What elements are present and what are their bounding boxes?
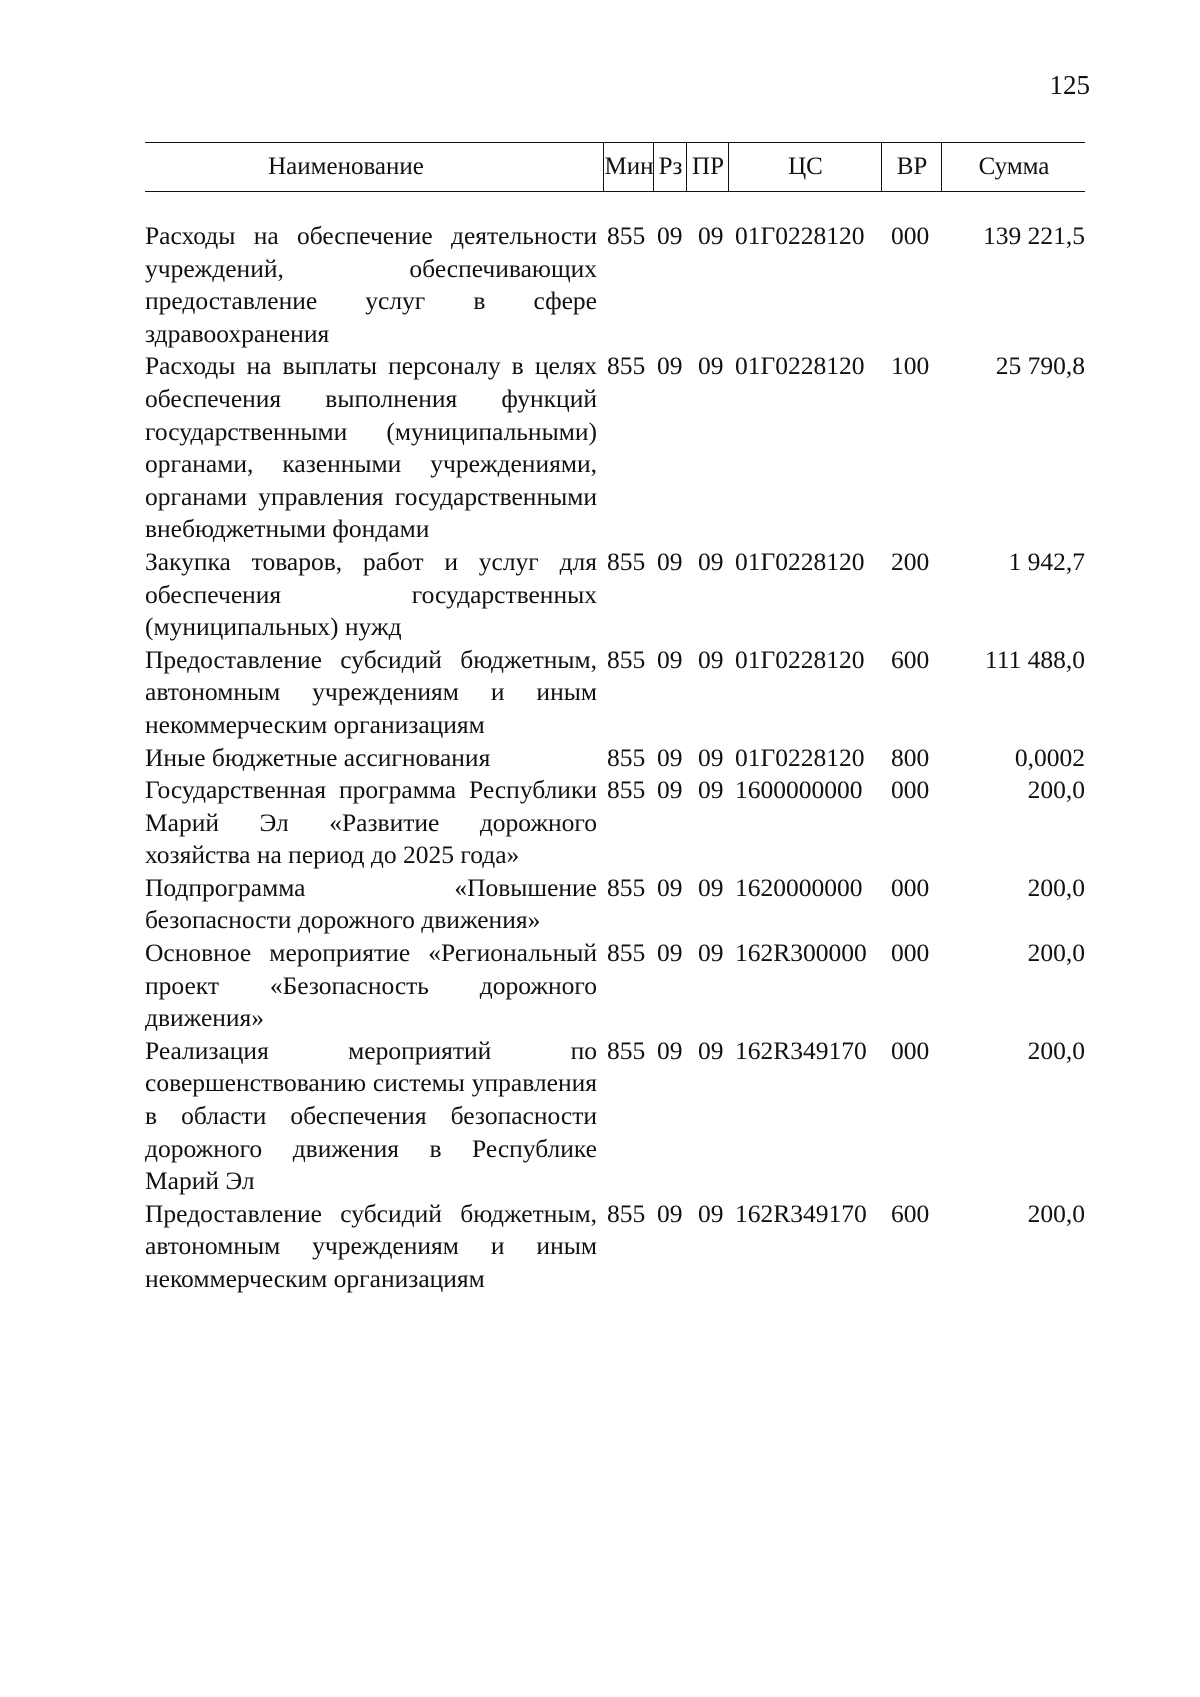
- row-min: 855: [607, 872, 646, 902]
- row-cs: 01Г0228120: [735, 351, 865, 381]
- row-rz: 09: [657, 1198, 683, 1228]
- table-row: [145, 872, 1085, 937]
- row-name: Расходы на обеспечение деятельности учреждений, обеспечивающих предоставление услуг в сфере здравоохранения: [145, 221, 597, 348]
- row-name: Иные бюджетные ассигнования: [145, 742, 491, 772]
- row-vr: 000: [891, 775, 930, 805]
- row-vr: 000: [891, 1035, 930, 1065]
- row-min: 855: [607, 775, 646, 805]
- row-rz: 09: [657, 546, 683, 576]
- row-vr: 800: [891, 742, 930, 772]
- row-pr: 09: [698, 644, 724, 674]
- header-rz: Рз: [653, 143, 687, 191]
- table-row: [145, 546, 1085, 644]
- header-pr: ПР: [686, 143, 729, 191]
- row-name: Государственная программа Республики Марий Эл «Развитие дорожного хозяйства на период до 2025 года»: [145, 775, 597, 870]
- row-cs: 162R349170: [735, 1035, 867, 1065]
- row-name: Реализация мероприятий по совершенствованию системы управления в области обеспечения безопасности дорожного движения в Республике Марий Эл: [145, 1035, 597, 1196]
- row-vr: 600: [891, 644, 930, 674]
- row-rz: 09: [657, 351, 683, 381]
- row-name: Основное мероприятие «Региональный проект «Безопасность дорожного движения»: [145, 938, 597, 1033]
- header-cs: ЦС: [728, 143, 882, 191]
- table-row: [145, 220, 1085, 350]
- row-cs: 1620000000: [735, 872, 863, 902]
- row-sum: 0,0002: [1014, 742, 1085, 772]
- row-sum: 111 488,0: [984, 644, 1085, 674]
- row-min: 855: [607, 546, 646, 576]
- row-name: Закупка товаров, работ и услуг для обеспечения государственных (муниципальных) нужд: [145, 546, 597, 642]
- row-cs: 01Г0228120: [735, 644, 865, 674]
- row-rz: 09: [657, 742, 683, 772]
- row-min: 855: [607, 742, 646, 772]
- row-name: Расходы на выплаты персоналу в целях обеспечения выполнения функций государственными (муниципальными) органами, казенными учреждениями, органами управления государственными внебюджетными фондами: [145, 351, 597, 544]
- row-pr: 09: [698, 351, 724, 381]
- table-row: [145, 1198, 1085, 1296]
- row-vr: 000: [891, 221, 930, 250]
- page-number: 125: [1049, 70, 1090, 100]
- table-row: [145, 1035, 1085, 1198]
- table-row: [145, 350, 1085, 546]
- row-pr: 09: [698, 775, 724, 805]
- row-sum: 200,0: [1027, 1035, 1085, 1065]
- row-pr: 09: [698, 872, 724, 902]
- row-pr: 09: [698, 938, 724, 968]
- table-row: [145, 644, 1085, 742]
- table-row: [145, 774, 1085, 872]
- row-pr: 09: [698, 742, 724, 772]
- row-min: 855: [607, 351, 646, 381]
- row-rz: 09: [657, 221, 683, 250]
- table-row: [145, 742, 1085, 775]
- row-cs: 01Г0228120: [735, 546, 865, 576]
- row-sum: 200,0: [1027, 1198, 1085, 1228]
- row-rz: 09: [657, 938, 683, 968]
- row-sum: 200,0: [1027, 938, 1085, 968]
- table-header: [145, 142, 1085, 192]
- header-name: Наименование: [268, 153, 424, 180]
- row-rz: 09: [657, 644, 683, 674]
- row-cs: 01Г0228120: [735, 221, 865, 250]
- row-name: Предоставление субсидий бюджетным, автономным учреждениям и иным некоммерческим организациям: [145, 1198, 597, 1293]
- table-row: [145, 937, 1085, 1035]
- budget-table: [145, 142, 1085, 1296]
- row-cs: 01Г0228120: [735, 742, 865, 772]
- row-pr: 09: [698, 1198, 724, 1228]
- row-sum: 25 790,8: [995, 351, 1085, 381]
- row-pr: 09: [698, 221, 724, 250]
- table-body: [145, 192, 1085, 1296]
- row-vr: 200: [891, 546, 930, 576]
- header-sum: Сумма: [941, 143, 1086, 191]
- row-min: 855: [607, 1035, 646, 1065]
- row-vr: 100: [891, 351, 930, 381]
- row-sum: 139 221,5: [983, 221, 1085, 250]
- row-pr: 09: [698, 1035, 724, 1065]
- row-vr: 000: [891, 872, 930, 902]
- row-name: Подпрограмма «Повышение безопасности дорожного движения»: [145, 872, 597, 935]
- row-min: 855: [607, 1198, 646, 1228]
- row-name: Предоставление субсидий бюджетным, автономным учреждениям и иным некоммерческим организациям: [145, 644, 597, 739]
- row-pr: 09: [698, 546, 724, 576]
- row-vr: 600: [891, 1198, 930, 1228]
- row-cs: 162R349170: [735, 1198, 867, 1228]
- row-rz: 09: [657, 1035, 683, 1065]
- row-rz: 09: [657, 775, 683, 805]
- header-vr: ВР: [881, 143, 942, 191]
- header-min: Мин: [603, 143, 654, 191]
- row-sum: 200,0: [1027, 872, 1085, 902]
- row-rz: 09: [657, 872, 683, 902]
- row-min: 855: [607, 938, 646, 968]
- row-min: 855: [607, 221, 646, 250]
- row-vr: 000: [891, 938, 930, 968]
- row-min: 855: [607, 644, 646, 674]
- row-cs: 1600000000: [735, 775, 863, 805]
- row-sum: 1 942,7: [1008, 546, 1085, 576]
- row-sum: 200,0: [1027, 775, 1085, 805]
- row-cs: 162R300000: [735, 938, 867, 968]
